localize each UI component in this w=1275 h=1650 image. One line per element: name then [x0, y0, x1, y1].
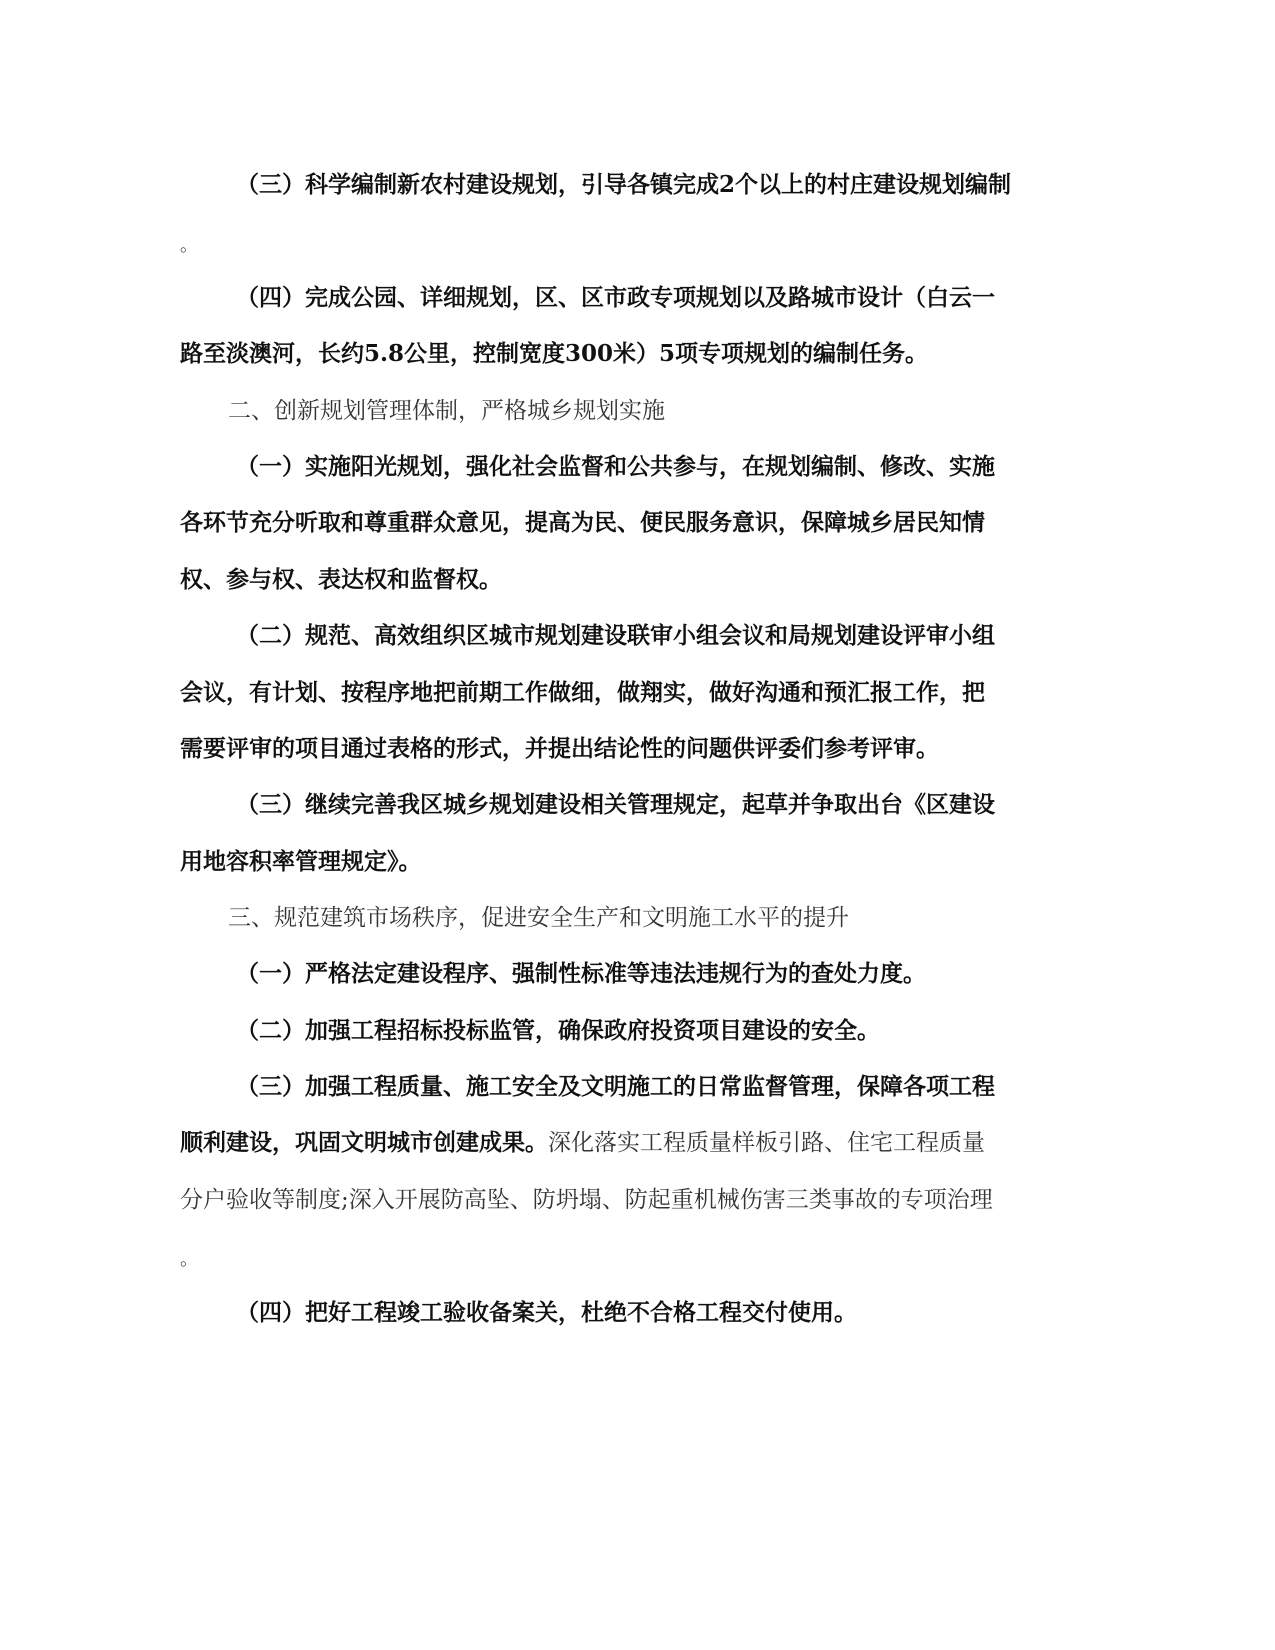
paragraph-line: 。	[180, 235, 198, 256]
section-heading: 三、规范建筑市场秩序，促进安全生产和文明施工水平的提升	[228, 905, 849, 931]
paragraph-line: （三）加强工程质量、施工安全及文明施工的日常监督管理，保障各项工程	[236, 1073, 995, 1100]
paragraph-line: （四）完成公园、详细规划，区、区市政专项规划以及路城市设计（白云一	[236, 284, 995, 311]
paragraph-line: 权、参与权、表达权和监督权。	[180, 566, 502, 593]
section-heading: 二、创新规划管理体制，严格城乡规划实施	[228, 398, 665, 424]
paragraph-line: 各环节充分听取和尊重群众意见，提高为民、便民服务意识，保障城乡居民知情	[180, 509, 985, 536]
paragraph-line: 会议，有计划、按程序地把前期工作做细，做翔实，做好沟通和预汇报工作，把	[180, 679, 985, 706]
bold-run: 顺利建设，巩固文明城市创建成果。	[180, 1129, 548, 1156]
paragraph-line: （三）科学编制新农村建设规划，引导各镇完成2个以上的村庄建设规划编制	[236, 171, 1012, 198]
paragraph-line: （二）加强工程招标投标监管，确保政府投资项目建设的安全。	[236, 1017, 880, 1044]
paragraph-line: （一）严格法定建设程序、强制性标准等违法违规行为的查处力度。	[236, 960, 926, 987]
paragraph-line: 。	[180, 1249, 198, 1270]
normal-run: 深化落实工程质量样板引路、住宅工程质量	[548, 1130, 985, 1156]
paragraph-line: （一）实施阳光规划，强化社会监督和公共参与，在规划编制、修改、实施	[236, 453, 995, 480]
paragraph-line: （四）把好工程竣工验收备案关，杜绝不合格工程交付使用。	[236, 1299, 857, 1326]
paragraph-line: （三）继续完善我区城乡规划建设相关管理规定，起草并争取出台《区建设	[236, 791, 995, 818]
paragraph-line: 需要评审的项目通过表格的形式，并提出结论性的问题供评委们参考评审。	[180, 735, 939, 762]
paragraph-line: （二）规范、高效组织区城市规划建设联审小组会议和局规划建设评审小组	[236, 622, 995, 649]
paragraph-line-mixed	[180, 1127, 985, 1159]
paragraph-line: 路至淡澳河，长约5.8公里，控制宽度300米）5项专项规划的编制任务。	[180, 340, 929, 367]
paragraph-line: 分户验收等制度;深入开展防高坠、防坍塌、防起重机械伤害三类事故的专项治理	[180, 1187, 993, 1213]
paragraph-line: 用地容积率管理规定》。	[180, 848, 422, 875]
